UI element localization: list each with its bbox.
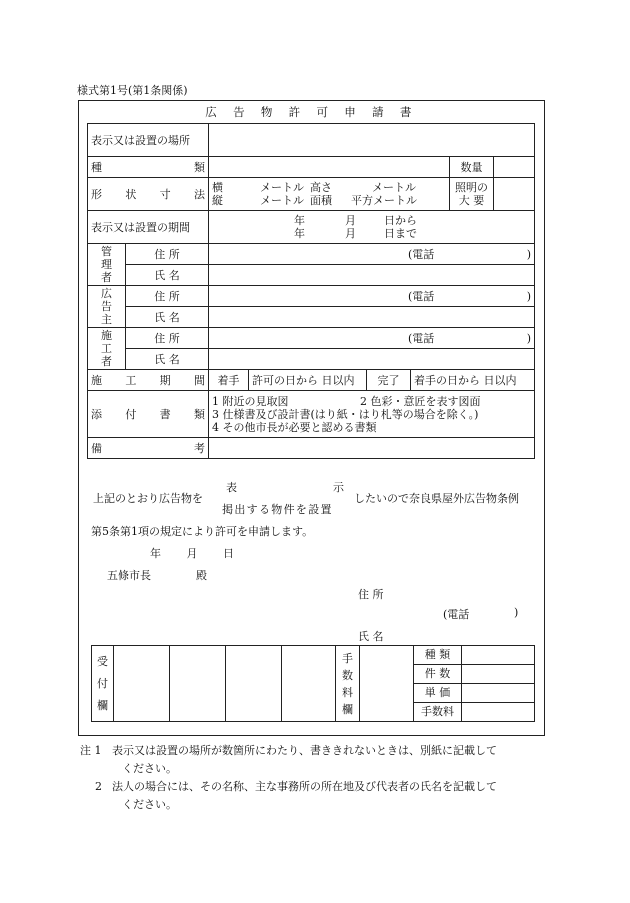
quantity-field[interactable] bbox=[494, 157, 535, 178]
applicant-phone-close: ) bbox=[514, 606, 519, 619]
period-label: 表示又は設置の期間 bbox=[88, 211, 209, 244]
quantity-label: 数量 bbox=[450, 157, 494, 178]
manager-address-label: 住 所 bbox=[126, 244, 209, 265]
declaration-line2: 第5条第1項の規定により許可を申請します。 bbox=[91, 525, 314, 538]
declaration-suffix: したいので奈良県屋外広告物条例 bbox=[354, 492, 519, 505]
manager-label: 管 理 者 bbox=[88, 244, 126, 286]
note-line: 2 法人の場合には、その名称、主な事務所の所在地及び代表者の氏名を記載して bbox=[95, 780, 497, 793]
period-field[interactable]: 年 月 日から 年 月 日まで bbox=[209, 211, 535, 244]
location-field[interactable] bbox=[209, 124, 535, 157]
fee-count-field[interactable] bbox=[462, 665, 535, 684]
constructor-address-field[interactable]: (電話 ) bbox=[209, 328, 535, 349]
advertiser-address-label: 住 所 bbox=[126, 286, 209, 307]
type-label: 種 類 bbox=[88, 157, 209, 178]
fee-total-field[interactable] bbox=[462, 703, 535, 722]
fee-unit-price-label: 単 価 bbox=[414, 684, 462, 703]
fee-unit-price-field[interactable] bbox=[462, 684, 535, 703]
width-label: 横 bbox=[212, 181, 223, 194]
manager-address-field[interactable]: (電話 ) bbox=[209, 244, 535, 265]
note-line: ください。 bbox=[122, 798, 177, 811]
height-label: 高さ bbox=[310, 181, 332, 194]
lighting-field[interactable] bbox=[494, 178, 535, 211]
manager-name-field[interactable] bbox=[209, 265, 535, 286]
notes bbox=[80, 742, 550, 814]
applicant-phone-open: (電話 bbox=[443, 608, 470, 621]
meter-unit: メートル bbox=[260, 181, 304, 194]
shape-size-field[interactable] bbox=[209, 178, 450, 211]
form-title: 広 告 物 許 可 申 請 書 bbox=[205, 105, 418, 119]
addressee-honorific: 殿 bbox=[196, 569, 207, 582]
applicant-name-label: 氏 名 bbox=[358, 630, 384, 643]
length-label: 縦 bbox=[212, 194, 223, 207]
advertiser-name-label: 氏 名 bbox=[126, 307, 209, 328]
shape-size-label: 形 状 寸 法 bbox=[88, 178, 209, 211]
constructor-label: 施 工 者 bbox=[88, 328, 126, 370]
application-table bbox=[87, 123, 535, 459]
location-label: 表示又は設置の場所 bbox=[88, 124, 209, 157]
constructor-address-label: 住 所 bbox=[126, 328, 209, 349]
application-date[interactable]: 年 月 日 bbox=[150, 547, 234, 560]
remarks-field[interactable] bbox=[209, 438, 535, 459]
advertiser-label: 広 告 主 bbox=[88, 286, 126, 328]
advertiser-address-field[interactable]: (電話 ) bbox=[209, 286, 535, 307]
square-meter-unit: 平方メートル bbox=[351, 194, 417, 207]
construction-period-label: 施 工 期 間 bbox=[88, 370, 209, 391]
meter-unit: メートル bbox=[260, 194, 304, 207]
receipt-box-2[interactable] bbox=[170, 646, 226, 722]
end-label: 完了 bbox=[367, 370, 411, 391]
receipt-box-3[interactable] bbox=[226, 646, 282, 722]
declaration-prefix: 上記のとおり広告物を bbox=[93, 492, 203, 505]
start-label: 着手 bbox=[209, 370, 249, 391]
declaration-option-display: 表 示 bbox=[226, 481, 344, 494]
remarks-label: 備 考 bbox=[88, 438, 209, 459]
addressee: 五條市長 bbox=[107, 569, 151, 582]
declaration-option-install: 掲出する物件を設置 bbox=[222, 503, 333, 516]
note-line: 注 1 表示又は設置の場所が数箇所にわたり、書ききれないときは、別紙に記載して bbox=[80, 744, 497, 757]
manager-name-label: 氏 名 bbox=[126, 265, 209, 286]
receipt-label: 受 付 欄 bbox=[92, 646, 114, 722]
attachments-list: 1 附近の見取図 2 色彩・意匠を表す図面 3 仕様書及び設計書(はり紙・はり札等の場合を除く。) 4 その他市長が必要と認める書類 bbox=[209, 391, 535, 438]
note-line: ください。 bbox=[122, 762, 177, 775]
fee-total-label: 手数料 bbox=[414, 703, 462, 722]
lighting-label: 照明の 大 要 bbox=[450, 178, 494, 211]
fee-box[interactable] bbox=[360, 646, 414, 722]
constructor-name-label: 氏 名 bbox=[126, 349, 209, 370]
attachments-label: 添 付 書 類 bbox=[88, 391, 209, 438]
fee-type-field[interactable] bbox=[462, 646, 535, 665]
end-field[interactable]: 着手の日から 日以内 bbox=[411, 370, 535, 391]
fee-count-label: 件 数 bbox=[414, 665, 462, 684]
applicant-address-label: 住 所 bbox=[358, 588, 384, 601]
receipt-fee-table bbox=[91, 645, 535, 722]
form-number-label: 様式第1号(第1条関係) bbox=[77, 84, 188, 97]
receipt-box-4[interactable] bbox=[282, 646, 336, 722]
start-field[interactable]: 許可の日から 日以内 bbox=[249, 370, 367, 391]
area-label: 面積 bbox=[310, 194, 332, 207]
fee-label: 手 数 料 欄 bbox=[336, 646, 360, 722]
receipt-box-1[interactable] bbox=[114, 646, 170, 722]
fee-type-label: 種 類 bbox=[414, 646, 462, 665]
advertiser-name-field[interactable] bbox=[209, 307, 535, 328]
type-field[interactable] bbox=[209, 157, 450, 178]
constructor-name-field[interactable] bbox=[209, 349, 535, 370]
meter-unit: メートル bbox=[372, 181, 416, 194]
